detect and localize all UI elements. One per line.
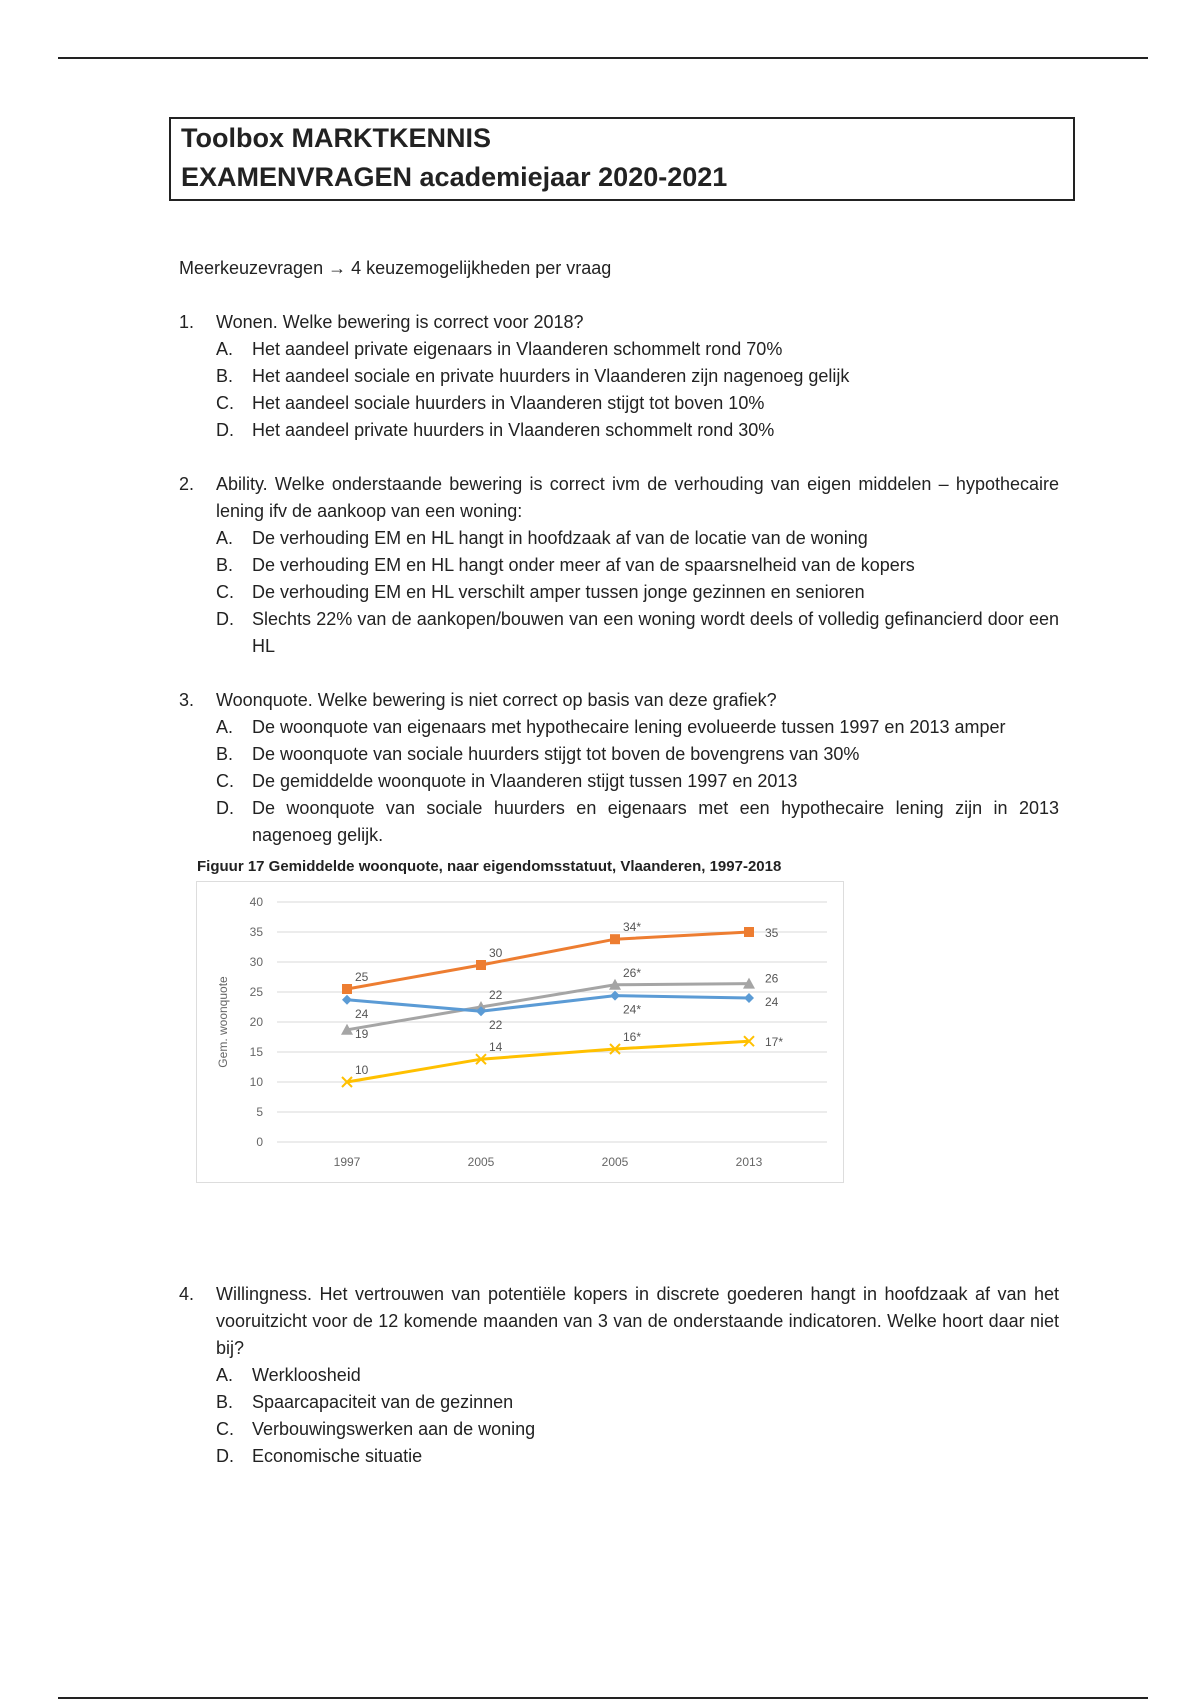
option-text: Het aandeel private eigenaars in Vlaanderen schommelt rond 70% [252,339,783,359]
option-letter: D. [216,420,234,440]
data-label: 26 [765,971,779,986]
line-chart [196,881,844,1183]
question-1 [179,309,1059,444]
y-tick-label: 35 [249,925,263,939]
option-letter: B. [216,1392,234,1412]
option-text: Het aandeel sociale en private huurders in Vlaanderen zijn nagenoeg gelijk [252,366,850,386]
option-letter: B. [216,744,234,764]
intro-text: Meerkeuzevragen → 4 keuzemogelijkheden per vraag [179,258,612,278]
answer-option [216,768,1059,795]
y-tick-label: 25 [249,985,263,999]
question-number: 2. [179,474,195,494]
data-point [610,934,620,944]
answer-option [216,606,1059,660]
data-label: 22 [489,988,503,1002]
option-text: Slechts 22% van de aankopen/bouwen van een woning wordt deels of volledig gefinancierd door een HL [252,609,1059,656]
question-text: Wonen. Welke bewering is correct voor 2018? [216,312,584,332]
option-text: De verhouding EM en HL hangt in hoofdzaak af van de locatie van de woning [252,528,868,548]
option-text: Verbouwingswerken aan de woning [252,1419,536,1439]
data-label: 14 [489,1040,503,1055]
option-letter: D. [216,798,234,818]
document-body [179,255,1059,1497]
series-line [347,984,749,1033]
x-tick-label: 2005 [601,1155,629,1169]
answer-option [216,795,1059,849]
answer-option [216,579,1059,606]
option-letter: A. [216,717,234,737]
option-letter: C. [216,1419,234,1439]
option-text: Economische situatie [252,1446,423,1466]
option-text: De woonquote van eigenaars met hypothecaire lening evolueerde tussen 1997 en 2013 amper [252,717,1006,737]
question-text: Ability. Welke onderstaande bewering is correct ivm de verhouding van eigen middelen – hypothecaire lening ifv de aankoop van een woning: [216,474,1059,521]
answer-option [216,552,1059,579]
option-letter: C. [216,771,234,791]
bottom-rule [58,1697,1148,1699]
question-number: 1. [179,312,195,332]
answer-option [216,714,1059,741]
option-text: De verhouding EM en HL verschilt amper tussen jonge gezinnen en senioren [252,582,865,602]
chart-title: Figuur 17 Gemiddelde woonquote, naar eigendomsstatuut, Vlaanderen, 1997-2018 [197,858,782,875]
option-text: De woonquote van sociale huurders stijgt tot boven de bovengrens van 30% [252,744,860,764]
data-label: 24 [355,1006,369,1021]
y-tick-label: 40 [249,895,263,909]
option-text: Het aandeel private huurders in Vlaanderen schommelt rond 30% [252,420,775,440]
header-box [169,117,1075,201]
answer-option [216,1443,1059,1470]
option-letter: A. [216,528,234,548]
top-rule [58,57,1148,59]
option-letter: D. [216,1446,234,1466]
question-text: Willingness. Het vertrouwen van potentiële kopers in discrete goederen hangt in hoofdzaak af van het vooruitzicht voor de 12 komende maanden van 3 van de onderstaande indicatoren. Welke hoort daar niet bij? [216,1284,1059,1358]
question-2 [179,471,1059,660]
option-letter: B. [216,366,234,386]
question-3 [179,687,1059,1191]
option-letter: D. [216,609,234,629]
option-text: De verhouding EM en HL hangt onder meer af van de spaarsnelheid van de kopers [252,555,915,575]
answer-option [216,525,1059,552]
answer-option [216,390,1059,417]
answer-option [216,741,1059,768]
option-text: Spaarcapaciteit van de gezinnen [252,1392,514,1412]
data-point [342,984,352,994]
series-line [347,996,749,1012]
data-label: 34* [623,920,642,935]
y-tick-label: 0 [256,1135,263,1149]
data-label: 25 [355,970,369,984]
answer-option [216,363,1059,390]
option-text: Werkloosheid [252,1365,361,1385]
y-tick-label: 10 [249,1075,263,1089]
data-point [744,927,754,937]
y-tick-label: 5 [256,1105,263,1119]
x-tick-label: 2005 [467,1155,495,1169]
question-text: Woonquote. Welke bewering is niet correct op basis van deze grafiek? [216,690,777,710]
data-label: 17* [765,1035,784,1050]
data-label: 22 [489,1018,503,1033]
y-tick-label: 30 [249,955,263,969]
answer-option [216,1389,1059,1416]
data-label: 24* [623,1002,642,1017]
question-number: 3. [179,690,195,710]
series-line [347,932,749,989]
data-label: 24 [765,995,779,1009]
question-4 [179,1281,1059,1470]
data-label: 10 [355,1063,369,1077]
series-line [347,1041,749,1082]
data-label: 30 [489,946,503,960]
answer-option [216,1362,1059,1389]
option-letter: B. [216,555,234,575]
header-subtitle: EXAMENVRAGEN academiejaar 2020-2021 [181,162,728,192]
data-label: 26* [623,965,642,980]
option-text: Het aandeel sociale huurders in Vlaanderen stijgt tot boven 10% [252,393,765,413]
option-letter: C. [216,582,234,602]
data-point [342,995,352,1005]
option-letter: C. [216,393,234,413]
y-tick-label: 15 [249,1045,263,1059]
option-text: De gemiddelde woonquote in Vlaanderen stijgt tussen 1997 en 2013 [252,771,798,791]
answer-option [216,336,1059,363]
header-title: Toolbox MARKTKENNIS [181,123,491,153]
option-text: De woonquote van sociale huurders en eigenaars met een hypothecaire lening zijn in 2013 nagenoeg gelijk. [252,798,1059,845]
data-label: 35 [765,926,779,940]
y-axis-label: Gem. woonquote [216,976,230,1068]
x-tick-label: 2013 [735,1155,763,1169]
data-point [744,993,754,1003]
option-letter: A. [216,1365,234,1385]
y-tick-label: 20 [249,1015,263,1029]
data-label: 19 [355,1026,369,1041]
x-tick-label: 1997 [333,1155,361,1169]
answer-option [216,417,1059,444]
data-label: 16* [623,1030,642,1044]
answer-option [216,1416,1059,1443]
question-number: 4. [179,1284,195,1304]
option-letter: A. [216,339,234,359]
data-point [476,960,486,970]
